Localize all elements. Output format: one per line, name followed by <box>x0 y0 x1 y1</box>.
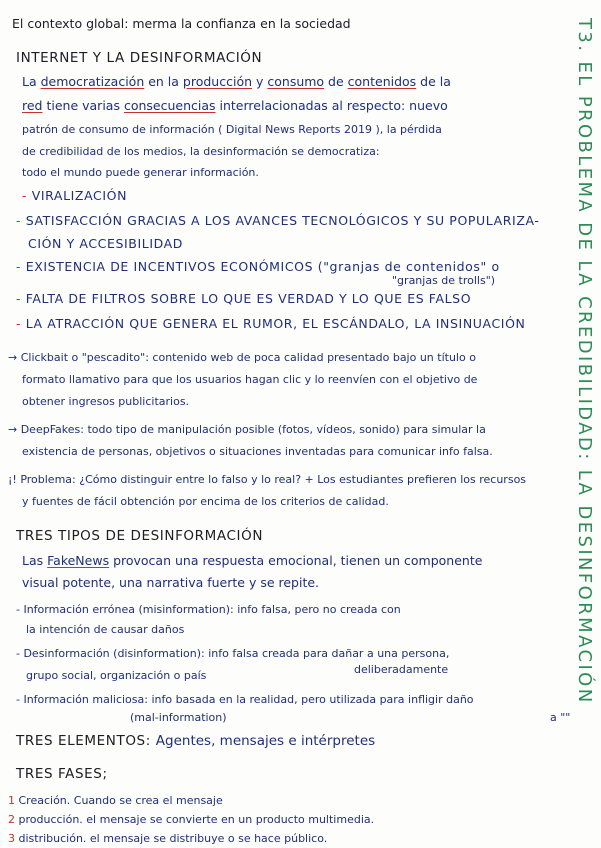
bullet-atraccion: - LA ATRACCIÓN QUE GENERA EL RUMOR, EL ESCÁNDALO, LA INSINUACIÓN <box>16 316 526 331</box>
type-maliciosa: - Información maliciosa: info basada en la realidad, pero utilizada para infligir daño <box>16 693 474 706</box>
intro-line-3: patrón de consumo de información ( Digital News Reports 2019 ), la pérdida <box>22 123 442 136</box>
type-desinformacion-cont: grupo social, organización o país <box>26 669 207 682</box>
page-header: El contexto global: merma la confianza en la sociedad <box>12 16 351 31</box>
fase-2: 2 producción. el mensaje se convierte en un producto multimedia. <box>8 813 375 826</box>
fase-1: 1 Creación. Cuando se crea el mensaje <box>8 794 223 807</box>
side-title: T3. EL PROBLEMA DE LA CREDIBILIDAD: LA DESINFORMACIÓN <box>574 18 595 705</box>
problema-line-1: ¡! Problema: ¿Cómo distinguir entre lo falso y lo real? + Los estudiantes prefieren los recursos <box>8 473 527 486</box>
clickbait-line-3: obtener ingresos publicitarios. <box>22 395 190 408</box>
deepfakes-line-2: existencia de personas, objetivos o situaciones inventadas para comunicar info falsa. <box>22 445 493 458</box>
section4-title: TRES FASES; <box>16 766 108 782</box>
bullet-incentivos-cont: "granjas de trolls") <box>392 274 496 287</box>
type-desinformacion: - Desinformación (disinformation): info falsa creada para dañar a una persona, <box>16 647 450 660</box>
bullet-satisfaccion: - SATISFACCIÓN GRACIAS A LOS AVANCES TECNOLÓGICOS Y SU POPULARIZA- <box>16 213 540 228</box>
clickbait-line-1: → Clickbait o "pescadito": contenido web de poca calidad presentado bajo un título o <box>8 351 476 364</box>
bullet-viralizacion: - VIRALIZACIÓN <box>22 188 128 203</box>
deepfakes-line-1: → DeepFakes: todo tipo de manipulación posible (fotos, vídeos, sonido) para simular la <box>8 423 486 436</box>
fakenews-line-1: Las FakeNews provocan una respuesta emocional, tienen un componente <box>22 553 483 568</box>
note-malinformation: (mal-information) <box>130 711 227 724</box>
section3-title: TRES ELEMENTOS: Agentes, mensajes e intérpretes <box>16 733 376 749</box>
note-deliberadamente: deliberadamente <box>354 663 449 676</box>
intro-line-5: todo el mundo puede generar información. <box>22 166 259 179</box>
clickbait-line-2: formato llamativo para que los usuarios hagan clic y lo reenvíen con el objetivo de <box>22 373 478 386</box>
bullet-satisfaccion-cont: CIÓN Y ACCESIBILIDAD <box>28 236 183 251</box>
intro-line-2: red tiene varias consecuencias interrelacionadas al respecto: nuevo <box>22 98 448 113</box>
bullet-incentivos: - EXISTENCIA DE INCENTIVOS ECONÓMICOS ("granjas de contenidos" o <box>16 259 500 274</box>
intro-line-4: de credibilidad de los medios, la desinformación se democratiza: <box>22 145 380 158</box>
type-erronea: - Información errónea (misinformation): info falsa, pero no creada con <box>16 603 401 616</box>
bullet-filtros: - FALTA DE FILTROS SOBRE LO QUE ES VERDAD Y LO QUE ES FALSO <box>16 291 472 306</box>
type-erronea-cont: la intención de causar daños <box>26 623 185 636</box>
fakenews-line-2: visual potente, una narrativa fuerte y se repite. <box>22 575 320 590</box>
section2-title: TRES TIPOS DE DESINFORMACIÓN <box>16 528 264 544</box>
problema-line-2: y fuentes de fácil obtención por encima de los criterios de calidad. <box>22 495 389 508</box>
note-a: a "" <box>550 711 571 724</box>
intro-line-1: La democratización en la producción y consumo de contenidos de la <box>22 74 451 89</box>
fase-3: 3 distribución. el mensaje se distribuye o se hace público. <box>8 832 328 845</box>
section1-title: INTERNET Y LA DESINFORMACIÓN <box>16 50 263 66</box>
